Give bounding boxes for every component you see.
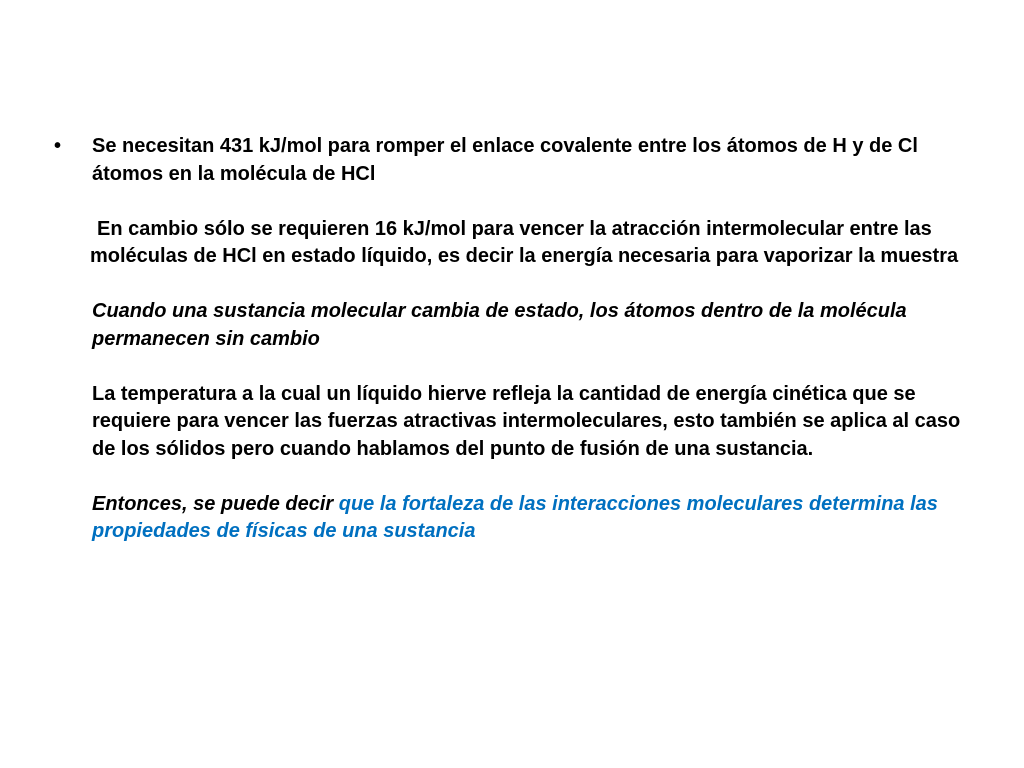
paragraph-bond-energy: Se necesitan 431 kJ/mol para romper el enlace covalente entre los átomos de H y de Cl átomos en la molécula de HCl	[92, 135, 918, 185]
spacer	[92, 271, 982, 299]
paragraph-intermolecular-text: En cambio sólo se requieren 16 kJ/mol para vencer la atracción intermolecular entre las moléculas de HCl en estado líquido, es decir la energía necesaria para vaporizar la muestra	[90, 217, 959, 267]
paragraph-intermolecular-energy	[90, 216, 982, 271]
bullet-point: •	[54, 135, 62, 157]
paragraph-conclusion	[92, 491, 982, 546]
paragraph-state-change: Cuando una sustancia molecular cambia de estado, los átomos dentro de la molécula permanecen sin cambio	[92, 300, 907, 350]
paragraph-boiling-temperature: La temperatura a la cual un líquido hierve refleja la cantidad de energía cinética que se requiere para vencer las fuerzas atractivas intermoleculares, esto también se aplica al caso de los sólidos pero cuando hablamos del punto de fusión de una sustancia.	[92, 382, 961, 460]
spacer	[92, 353, 982, 381]
conclusion-highlight-text: que la fortaleza de las interacciones moleculares determina las propiedades de físicas de una sustancia	[92, 492, 938, 542]
spacer	[92, 188, 982, 216]
slide-body-text	[92, 133, 982, 546]
spacer	[92, 463, 982, 491]
conclusion-lead-text: Entonces, se puede decir	[92, 492, 339, 515]
